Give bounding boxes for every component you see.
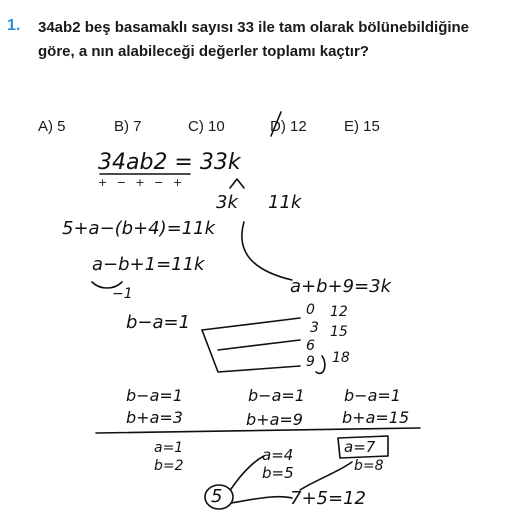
hw-sum-3k: a+b+9=3k — [290, 276, 392, 297]
hw-minus-one: −1 — [112, 286, 133, 302]
hw-bracket-bottom — [202, 330, 300, 372]
hw-alternating-signs: + − + − + — [98, 176, 186, 189]
hw-val-0: 0 — [306, 302, 315, 318]
hw-arrow-a7 — [300, 462, 352, 490]
hw-sys3-eq1: b−a=1 — [344, 386, 401, 405]
hw-caret — [230, 179, 244, 188]
choice-d[interactable]: D) 12 — [270, 118, 307, 135]
hw-sys2-a: a=4 — [262, 446, 294, 464]
hw-val-15: 15 — [330, 324, 348, 340]
hw-answer-circled: 5 — [211, 486, 223, 507]
hw-equation-main: 34ab2 = 33k — [98, 150, 241, 175]
choice-d-strike-mark — [271, 112, 281, 136]
hw-sys3-b: b=8 — [354, 458, 384, 474]
hw-sys2-eq1: b−a=1 — [248, 386, 305, 405]
hw-box-a7 — [338, 436, 388, 458]
hw-sys3-a: a=7 — [344, 438, 376, 456]
choice-b[interactable]: B) 7 — [114, 118, 142, 135]
hw-link-total — [231, 497, 292, 503]
hw-sys3-eq2: b+a=15 — [342, 408, 410, 427]
choice-a[interactable]: A) 5 — [38, 118, 66, 135]
hw-val-6: 6 — [306, 338, 315, 354]
question-text: 34ab2 beş basamaklı sayısı 33 ile tam olarak bölünebildiğine göre, a nın alabileceği değerler toplamı kaçtır? — [38, 19, 470, 60]
hw-sys1-eq2: b+a=3 — [126, 408, 183, 427]
hw-val-3: 3 — [310, 320, 319, 336]
hw-val-9: 9 — [306, 354, 315, 370]
choice-e[interactable]: E) 15 — [344, 118, 380, 135]
hw-eq-11k-simplified: a−b+1=11k — [92, 254, 205, 275]
hw-sys1-eq1: b−a=1 — [126, 386, 183, 405]
hw-bracket-top — [202, 318, 300, 330]
hw-bracket-mid — [218, 340, 300, 350]
hw-link-a4 — [231, 456, 264, 489]
hw-sys2-b: b=5 — [262, 464, 294, 482]
hw-sys2-eq2: b+a=9 — [246, 410, 303, 429]
hw-val-12: 12 — [330, 304, 348, 320]
choice-c[interactable]: C) 10 — [188, 118, 225, 135]
hw-fraction-line — [96, 428, 420, 433]
hw-3k: 3k — [216, 192, 238, 213]
hw-curve-connector — [242, 222, 292, 280]
hw-sys1-a: a=1 — [154, 440, 184, 456]
hw-circle-answer — [205, 485, 233, 509]
hw-hook — [316, 356, 325, 373]
hw-11k: 11k — [268, 192, 302, 213]
hw-b-minus-a: b−a=1 — [126, 312, 191, 333]
hw-val-18: 18 — [332, 350, 350, 366]
hw-eq-11k: 5+a−(b+4)=11k — [62, 218, 216, 239]
hw-sys1-b: b=2 — [154, 458, 184, 474]
hw-total: 7+5=12 — [290, 488, 366, 509]
question-number: 1. — [7, 17, 21, 34]
hw-brace — [92, 282, 122, 288]
